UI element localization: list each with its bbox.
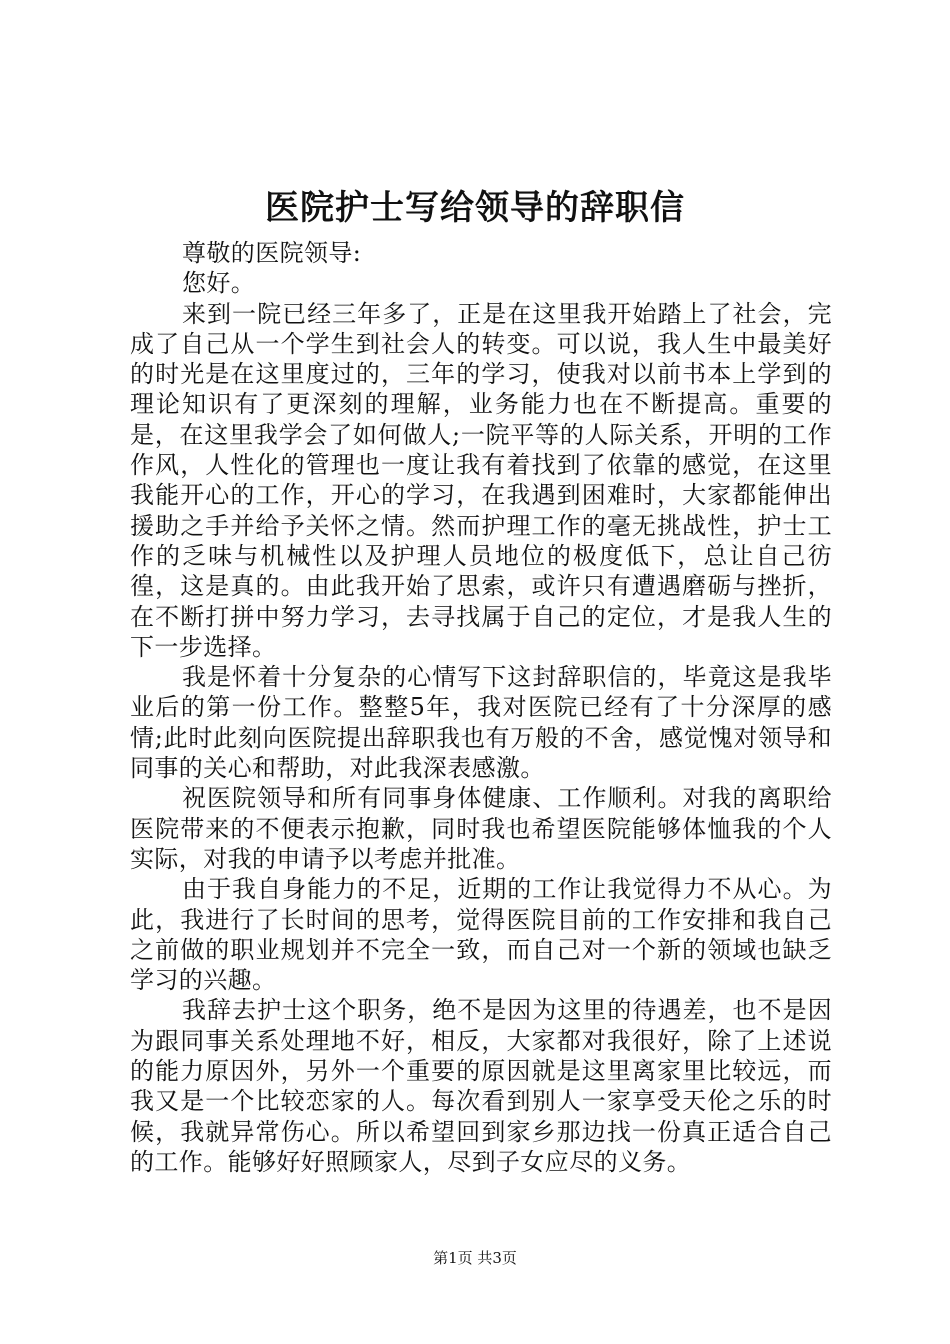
body-paragraph: 来到一院已经三年多了，正是在这里我开始踏上了社会，完成了自己从一个学生到社会人的转变。可以说，我人生中最美好的时光是在这里度过的，三年的学习，使我对以前书本上学到的理论知识有了更深刻的理解，业务能力也在不断提高。重要的是，在这里我学会了如何做人;一院平等的人际关系，开明的工作作风，人性化的管理也一度让我有着找到了依靠的感觉，在这里我能开心的工作，开心的学习，在我遇到困难时，大家都能伸出援助之手并给予关怀之情。然而护理工作的毫无挑战性，护士工作的乏味与机械性以及护理人员地位的极度低下，总让自己彷徨，这是真的。由此我开始了思索，或许只有遭遇磨砺与挫折，在不断打拼中努力学习，去寻找属于自己的定位，才是我人生的下一步选择。 bbox=[130, 299, 832, 661]
body-paragraph: 由于我自身能力的不足，近期的工作让我觉得力不从心。为此，我进行了长时间的思考，觉得医院目前的工作安排和我自己之前做的职业规划并不完全一致，而自己对一个新的领域也缺乏学习的兴趣。 bbox=[130, 875, 832, 995]
body-paragraph: 我是怀着十分复杂的心情写下这封辞职信的，毕竟这是我毕业后的第一份工作。整整5年，我对医院已经有了十分深厚的感情;此时此刻向医院提出辞职我也有万般的不舍，感觉愧对领导和同事的关心和帮助，对此我深表感激。 bbox=[130, 663, 832, 783]
body-paragraph: 我辞去护士这个职务，绝不是因为这里的待遇差，也不是因为跟同事关系处理地不好，相反，大家都对我很好，除了上述说的能力原因外，另外一个重要的原因就是这里离家里比较远，而我又是一个比较恋家的人。每次看到别人一家享受天伦之乐的时候，我就异常伤心。所以希望回到家乡那边找一份真正适合自己的工作。能够好好照顾家人，尽到子女应尽的义务。 bbox=[130, 996, 832, 1176]
letter-body bbox=[130, 238, 832, 1177]
document-title: 医院护士写给领导的辞职信 bbox=[265, 188, 685, 228]
greeting: 您好。 bbox=[182, 269, 256, 298]
body-paragraph: 祝医院领导和所有同事身体健康、工作顺利。对我的离职给医院带来的不便表示抱歉，同时我也希望医院能够体恤我的个人实际，对我的申请予以考虑并批准。 bbox=[130, 784, 832, 873]
salutation: 尊敬的医院领导: bbox=[182, 239, 362, 267]
page-number: 第1页 共3页 bbox=[433, 1249, 517, 1267]
